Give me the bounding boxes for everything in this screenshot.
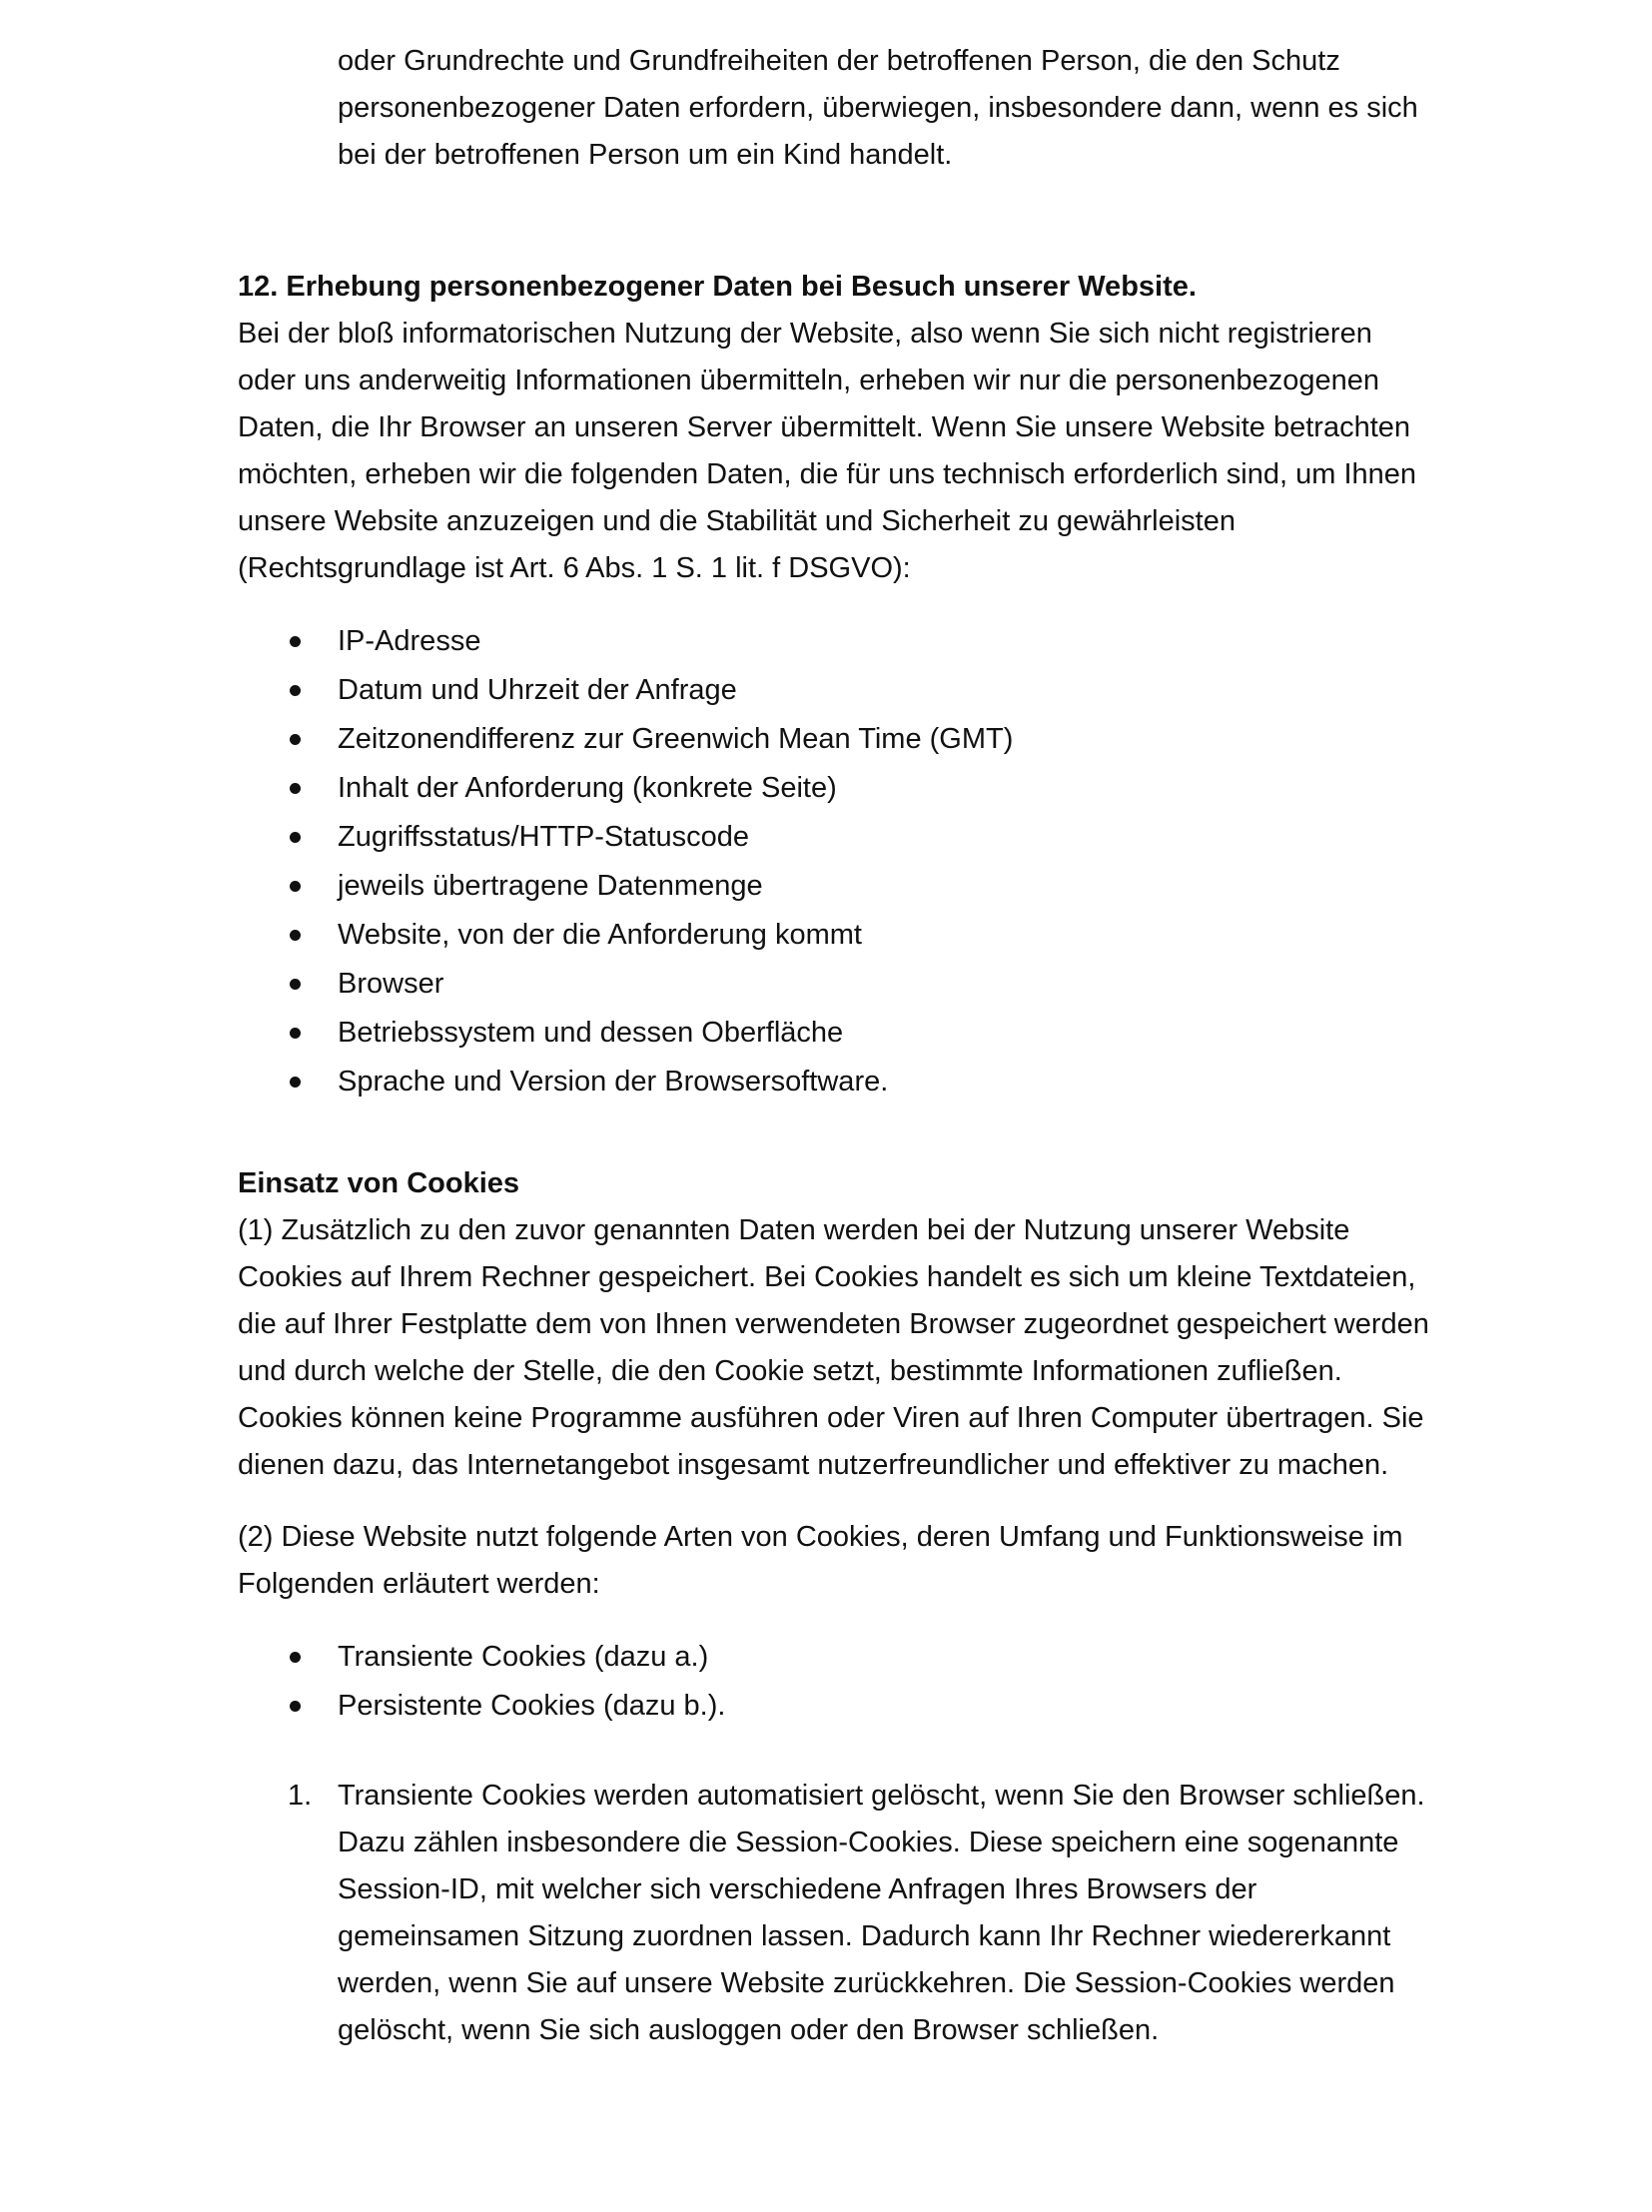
- cookies-section: [238, 1160, 1436, 2054]
- list-item: IP-Adresse: [238, 617, 1436, 666]
- cookie-details-list: [238, 1773, 1436, 2054]
- list-item: Persistente Cookies (dazu b.).: [238, 1682, 1436, 1731]
- cookies-paragraph-2: (2) Diese Website nutzt folgende Arten von Cookies, deren Umfang und Funktionsweise im Folgenden erläutert werden:: [238, 1521, 1403, 1600]
- cookies-paragraph-1: (1) Zusätzlich zu den zuvor genannten Daten werden bei der Nutzung unserer Website Cookies auf Ihrem Rechner gespeichert. Bei Cookies handelt es sich um kleine Textdateien, die auf Ihrer Festplatte dem von Ihnen verwendeten Browser zugeordnet gespeichert werden und durch welche der Stelle, die den Cookie setzt, bestimmte Informationen zufließen. Cookies können keine Programme ausführen oder Viren auf Ihren Computer übertragen. Sie dienen dazu, das Internetangebot insgesamt nutzerfreundlicher und effektiver zu machen.: [238, 1214, 1429, 1481]
- list-item: Betriebssystem und dessen Oberfläche: [238, 1009, 1436, 1058]
- list-item: Zeitzonendifferenz zur Greenwich Mean Time (GMT): [238, 715, 1436, 764]
- cookie-types-list: [238, 1633, 1436, 1731]
- item-text: Transiente Cookies werden automatisiert gelöscht, wenn Sie den Browser schließen. Dazu zählen insbesondere die Session-Cookies. Diese speichern eine sogenannte Session-ID, mit welcher sich verschiedene Anfragen Ihres Browsers der gemeinsamen Sitzung zuordnen lassen. Dadurch kann Ihr Rechner wiedererkannt werden, wenn Sie auf unsere Website zurückkehren. Die Session-Cookies werden gelöscht, wenn Sie sich ausloggen oder den Browser schließen.: [338, 1780, 1425, 2046]
- list-item: Inhalt der Anforderung (konkrete Seite): [238, 764, 1436, 813]
- numbered-item: [238, 1773, 1436, 2054]
- section-12-heading: 12. Erhebung personenbezogener Daten bei Besuch unserer Website.: [238, 271, 1197, 303]
- list-item: Sprache und Version der Browsersoftware.: [238, 1058, 1436, 1106]
- list-item: Transiente Cookies (dazu a.): [238, 1633, 1436, 1682]
- item-number: 1.: [288, 1780, 313, 1812]
- continuation-paragraph: oder Grundrechte und Grundfreiheiten der betroffenen Person, die den Schutz personenbezogener Daten erfordern, überwiegen, insbesondere dann, wenn es sich bei der betroffenen Person um ein Kind handelt.: [338, 45, 1418, 171]
- section-12: [238, 264, 1436, 1106]
- list-item: jeweils übertragene Datenmenge: [238, 862, 1436, 911]
- collected-data-list: [238, 617, 1436, 1106]
- list-item: Zugriffsstatus/HTTP-Statuscode: [238, 813, 1436, 862]
- cookies-heading: Einsatz von Cookies: [238, 1167, 520, 1199]
- list-item: Website, von der die Anforderung kommt: [238, 911, 1436, 960]
- section-12-body: Bei der bloß informatorischen Nutzung der Website, also wenn Sie sich nicht registrieren oder uns anderweitig Informationen übermitteln, erheben wir nur die personenbezogenen Daten, die Ihr Browser an unseren Server übermittelt. Wenn Sie unsere Website betrachten möchten, erheben wir die folgenden Daten, die für uns technisch erforderlich sind, um Ihnen unsere Website anzuzeigen und die Stabilität und Sicherheit zu gewährleisten (Rechtsgrundlage ist Art. 6 Abs. 1 S. 1 lit. f DSGVO):: [238, 318, 1417, 584]
- list-item: Datum und Uhrzeit der Anfrage: [238, 666, 1436, 715]
- list-item: Browser: [238, 960, 1436, 1009]
- document-page: [238, 38, 1436, 2054]
